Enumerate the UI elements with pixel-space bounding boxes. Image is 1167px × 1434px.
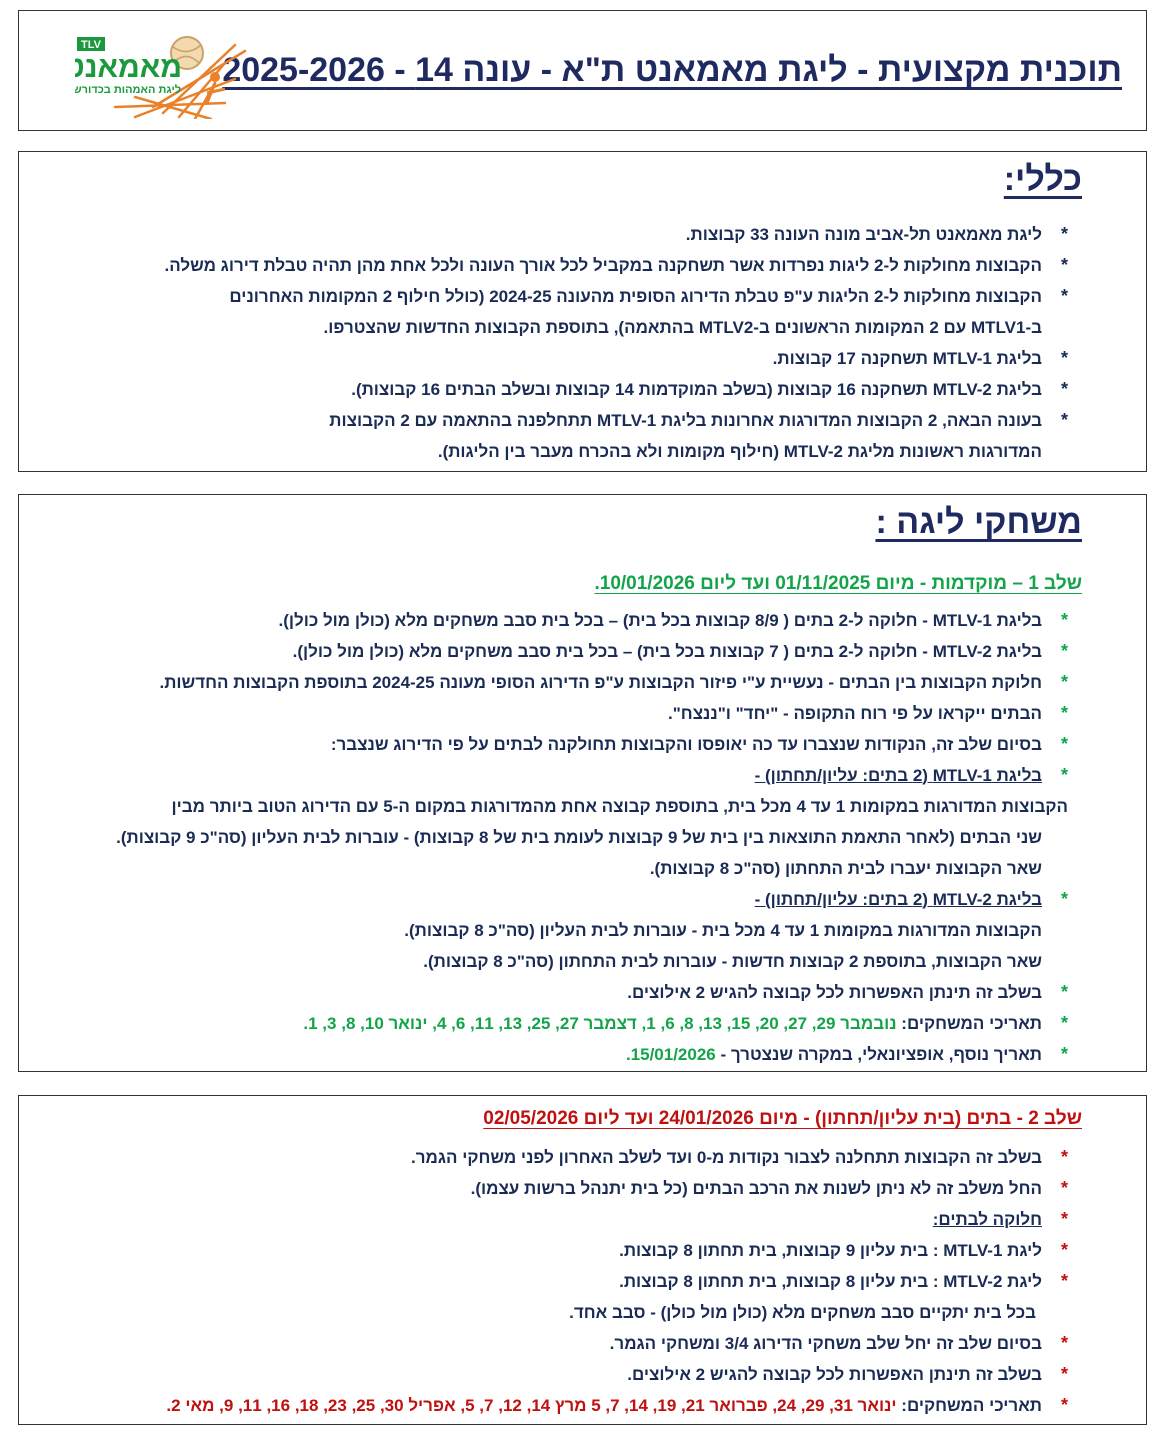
bullet-icon: * bbox=[1060, 348, 1068, 368]
general-list bbox=[41, 219, 1068, 467]
logo-badge: TLV bbox=[81, 39, 101, 51]
bullet-icon: * bbox=[1060, 1147, 1068, 1167]
list-item-continuation: המדורגות ראשונות מליגת MTLV-2 (חילוף מקומות ולא בהכרח מעבר בין הליגות). bbox=[437, 442, 1042, 461]
general-section bbox=[18, 151, 1147, 472]
stage2-game-dates: ינואר 31, 29, 24, פברואר 21, 19, 14, 7, 5 מרץ 14, 12, 7, 5, אפריל 30, 25, 23, 18, 16, 11, 9, מאי 2. bbox=[166, 1396, 897, 1415]
list-item: * בליגת MTLV-2 תשחקנה 16 קבוצות (בשלב המוקדמות 14 קבוצות ובשלב הבתים 16 קבוצות). bbox=[41, 374, 1042, 405]
stage2-section bbox=[18, 1095, 1147, 1425]
bullet-icon: * bbox=[1060, 410, 1068, 430]
bullet-icon: * bbox=[1060, 379, 1068, 399]
list-item: * בשלב זה תינתן האפשרות לכל קבוצה להגיש 2 אילוצים. bbox=[41, 977, 1042, 1008]
bullet-icon: * bbox=[1060, 610, 1068, 630]
list-item: * הקבוצות מחולקות ל-2 ליגות נפרדות אשר תשחקנה במקביל לכל אורך העונה ולכל אחת מהן תהיה טבלת דירוג משלה. bbox=[41, 250, 1042, 281]
bullet-icon: * bbox=[1060, 1395, 1068, 1415]
list-item: * בליגת MTLV-1 תשחקנה 17 קבוצות. bbox=[41, 343, 1042, 374]
list-item-continuation: שאר הקבוצות, בתוספת 2 קבוצות חדשות - עוברות לבית התחתון (סה"כ 8 קבוצות). bbox=[423, 952, 1042, 971]
list-item: * ליגת MTLV-1 : בית עליון 9 קבוצות, בית תחתון 8 קבוצות. bbox=[41, 1235, 1042, 1266]
list-item: * בליגת MTLV-2 (2 בתים: עליון/תחתון) - bbox=[41, 884, 1042, 915]
list-item: * בליגת MTLV-1 - חלוקה ל-2 בתים ( 8/9 קבוצות בכל בית) – בכל בית סבב משחקים מלא (כולן מול כולן). bbox=[41, 605, 1042, 636]
list-item-continuation: שאר הקבוצות יעברו לבית התחתון (סה"כ 8 קבוצות). bbox=[649, 859, 1042, 878]
list-item: * תאריכי המשחקים: נובמבר 29, 27, 20, 15, 13, 8, 6, 1, דצמבר 27, 25, 13, 11, 6, 4, ינואר 10, 8, 3, 1. bbox=[41, 1008, 1042, 1039]
bullet-icon: * bbox=[1060, 1271, 1068, 1291]
list-item-continuation: שני הבתים (לאחר התאמת התוצאות בין בית של 9 קבוצות לעומת בית של 8 קבוצות) - עוברות לבית העליון (סה"כ 9 קבוצות). bbox=[116, 828, 1042, 847]
bullet-icon: * bbox=[1060, 734, 1068, 754]
list-item-continuation: הקבוצות המדורגות במקומות 1 עד 4 מכל בית, בתוספת קבוצה אחת מהמדורגות במקום ה-5 עם הדירוג הטוב ביותר מבין bbox=[171, 797, 1068, 816]
bullet-icon: * bbox=[1060, 1178, 1068, 1198]
stage1-title: שלב 1 – מוקדמות - מיום 01/11/2025 ועד ליום 10/01/2026. bbox=[594, 573, 1082, 594]
list-item: * תאריך נוסף, אופציונאלי, במקרה שנצטרך - 15/01/2026. bbox=[41, 1039, 1042, 1070]
bullet-icon: * bbox=[1060, 765, 1068, 785]
bullet-icon: * bbox=[1060, 1209, 1068, 1229]
mamanet-logo bbox=[75, 33, 247, 119]
bullet-icon: * bbox=[1060, 703, 1068, 723]
list-item-continuation: בכל בית יתקיים סבב משחקים מלא (כולן מול כולן) - סבב אחד. bbox=[569, 1303, 1036, 1322]
bullet-icon: * bbox=[1060, 1333, 1068, 1353]
list-item-continuation: הקבוצות המדורגות במקומות 1 עד 4 מכל בית - עוברות לבית העליון (סה"כ 8 קבוצות). bbox=[404, 921, 1042, 940]
bullet-icon: * bbox=[1060, 255, 1068, 275]
list-item: * ליגת MTLV-2 : בית עליון 8 קבוצות, בית תחתון 8 קבוצות. bbox=[41, 1266, 1042, 1297]
bullet-icon: * bbox=[1060, 1364, 1068, 1384]
logo-tagline: ליגת האמהות בכדורשת bbox=[75, 84, 182, 96]
bullet-icon: * bbox=[1060, 982, 1068, 1002]
page-title: תוכנית מקצועית - ליגת מאמאנט ת"א - עונה 14 - 2025-2026 bbox=[222, 51, 1122, 89]
list-item: * חלוקת הקבוצות בין הבתים - נעשיית ע"י פיזור הקבוצות ע"פ הדירוג הסופי מעונה 2024-25 בתוספת הקבוצות החדשות. bbox=[41, 667, 1042, 698]
bullet-icon: * bbox=[1060, 641, 1068, 661]
stage1-list bbox=[41, 605, 1068, 1070]
list-item: * בשלב זה תינתן האפשרות לכל קבוצה להגיש 2 אילוצים. bbox=[41, 1359, 1042, 1390]
league-games-section bbox=[18, 494, 1147, 1072]
stage2-title: שלב 2 - בתים (בית עליון/תחתון) - מיום 24/01/2026 ועד ליום 02/05/2026 bbox=[483, 1108, 1082, 1129]
list-item: * בסיום שלב זה, הנקודות שנצברו עד כה יאופסו והקבוצות תחולקנה לבתים על פי הדירוג שנצבר: bbox=[41, 729, 1042, 760]
list-item: * בסיום שלב זה יחל שלב משחקי הדירוג 3/4 ומשחקי הגמר. bbox=[41, 1328, 1042, 1359]
bullet-icon: * bbox=[1060, 1240, 1068, 1260]
list-item: * ליגת מאמאנט תל-אביב מונה העונה 33 קבוצות. bbox=[41, 219, 1042, 250]
volleyball-net-logo-icon bbox=[75, 33, 247, 119]
optional-date: 15/01/2026. bbox=[625, 1045, 716, 1064]
bullet-icon: * bbox=[1060, 224, 1068, 244]
bullet-icon: * bbox=[1060, 1044, 1068, 1064]
list-item: * הקבוצות מחולקות ל-2 הליגות ע"פ טבלת הדירוג הסופית מהעונה 2024-25 (כולל חילוף 2 המקומות האחרונים bbox=[41, 281, 1042, 312]
header-section bbox=[18, 10, 1147, 131]
stage1-game-dates: נובמבר 29, 27, 20, 15, 13, 8, 6, 1, דצמבר 27, 25, 13, 11, 6, 4, ינואר 10, 8, 3, 1. bbox=[303, 1014, 897, 1033]
list-item: * הבתים ייקראו על פי רוח התקופה - "יחד" ו"ננצח". bbox=[41, 698, 1042, 729]
list-item: * תאריכי המשחקים: ינואר 31, 29, 24, פברואר 21, 19, 14, 7, 5 מרץ 14, 12, 7, 5, אפריל 30, 25, 23, 18, 16, 11, 9, מאי 2. bbox=[41, 1390, 1042, 1421]
general-title: כללי: bbox=[1003, 160, 1082, 198]
bullet-icon: * bbox=[1060, 889, 1068, 909]
list-item: * חלוקה לבתים: bbox=[41, 1204, 1042, 1235]
logo-name: מאמאנט bbox=[75, 51, 183, 84]
list-item: * בליגת MTLV-2 - חלוקה ל-2 בתים ( 7 קבוצות בכל בית) – בכל בית סבב משחקים מלא (כולן מול כולן). bbox=[41, 636, 1042, 667]
league-games-title: משחקי ליגה : bbox=[875, 503, 1082, 541]
bullet-icon: * bbox=[1060, 672, 1068, 692]
list-item-continuation: ב-MTLV1 עם 2 המקומות הראשונים ב-MTLV2 בהתאמה), בתוספת הקבוצות החדשות שהצטרפו. bbox=[323, 318, 1042, 337]
stage2-list bbox=[41, 1142, 1068, 1421]
list-item: * החל משלב זה לא ניתן לשנות את הרכב הבתים (כל בית יתנהל ברשות עצמו). bbox=[41, 1173, 1042, 1204]
list-item: * בעונה הבאה, 2 הקבוצות המדורגות אחרונות בליגת MTLV-1 תתחלפנה בהתאמה עם 2 הקבוצות bbox=[41, 405, 1042, 436]
list-item: * בליגת MTLV-1 (2 בתים: עליון/תחתון) - bbox=[41, 760, 1042, 791]
list-item: * בשלב זה הקבוצות תתחלנה לצבור נקודות מ-0 ועד לשלב האחרון לפני משחקי הגמר. bbox=[41, 1142, 1042, 1173]
bullet-icon: * bbox=[1060, 286, 1068, 306]
bullet-icon: * bbox=[1060, 1013, 1068, 1033]
